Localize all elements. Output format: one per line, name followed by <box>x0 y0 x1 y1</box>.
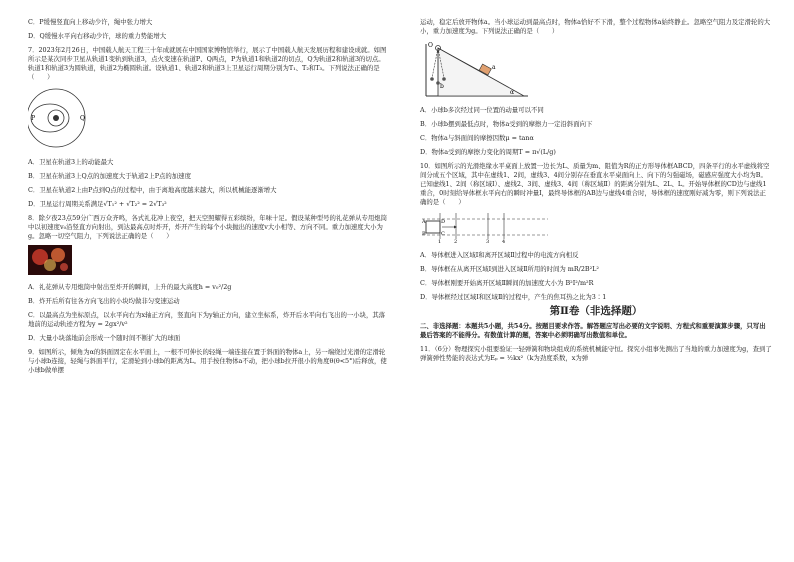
label-alpha: α <box>510 89 515 97</box>
q9-option-a: A．小球b多次经过同一位置的动量可以不同 <box>420 106 544 115</box>
q11-stem: 11．（6分）物理探究小组要验证一轻弹簧和物块组成的系统机械能守恒。探究小组事先测出了当地的重力加速度为g，查到了弹簧弹性势能的表达式为Eₚ = ½kx²（k为劲度系数，x为弹 <box>420 344 772 362</box>
label-b: b <box>440 83 444 91</box>
q8-option-d: D．大量小块落地前会形成一个随时间不断扩大的球面 <box>28 334 181 343</box>
part2-title: 第Ⅱ卷（非选择题） <box>549 305 643 318</box>
label-a: a <box>492 64 496 72</box>
q6-option-c: C．P缓慢竖直向上移动少许，绳中张力增大 <box>28 18 153 26</box>
q7-option-c: C．卫星在轨道2上由P点到Q点的过程中，由于离地高度越来越大，所以机械能逐渐增大 <box>28 186 277 195</box>
q8-option-c: C．以最高点为坐标原点，以水平向右为x轴正方向，竖直向下为y轴正方向，建立坐标系，炸开后水平向右飞出的一小块，其落地前的运动轨迹方程为y = 2gx²/v² <box>28 311 386 329</box>
q10-option-a: A．导体框进入区域Ⅰ和离开区域Ⅱ过程中的电流方向相反 <box>420 251 579 260</box>
q7-option-b: B．卫星在轨道3上Q点的加速度大于轨道2上P点的加速度 <box>28 172 191 181</box>
label-a: A <box>422 219 426 226</box>
q7-option-a: A．卫星在轨道3上的动能最大 <box>28 158 114 167</box>
right-column <box>420 18 772 367</box>
label-d: D <box>441 219 446 226</box>
magnetic-field-diagram <box>420 211 550 243</box>
line-label-4: 4 <box>502 239 506 244</box>
q9-option-c: C．物体a与斜面间的摩擦因数μ = tanα <box>420 134 534 143</box>
label-b: B <box>422 231 426 238</box>
part2-intro: 二、非选择题：本题共5小题，共54分。按题目要求作答。解答题应写出必要的文字说明、方程式和重要演算步骤，只写出最后答案的不能得分。有数值计算的题，答案中必须明确写出数值和单位。 <box>420 322 766 340</box>
q8-option-b: B．炸开后所有往各方向飞出的小块均做非匀变速运动 <box>28 297 180 306</box>
q6-option-d: D．Q缓慢水平向右移动少许，球的重力势能增大 <box>28 32 167 40</box>
q9-option-d: D．物体a受到的摩擦力变化的周期T = π√(L/g) <box>420 148 556 157</box>
q8-fireworks-photo <box>28 245 388 277</box>
q10-option-d: D．导体框经过区域Ⅰ和区域Ⅱ的过程中，产生的焦耳热之比为3∶1 <box>420 293 607 302</box>
q10-option-c: C．导体框刚要开始离开区域Ⅱ瞬间的加速度大小为 B²I²/m²R <box>420 279 594 288</box>
q9-incline-figure <box>420 40 772 100</box>
q7-stem: 7．2023年2月26日，中国载人航天工程三十年成就展在中国国家博物馆举行，展示了中国载人航天发展历程和建设成就。如图所示是某次同步卫星从轨道1变轨到轨道3，点火变速在轨道P、Q两点，P为轨道1和轨道2的切点，Q为轨道2和轨道3的切点。轨道1和轨道3为圆轨道，轨道2为椭圆轨道。设轨道1、轨道2和轨道3上卫星运行周期分别为T₁、T₂和T₃。下列说法正确的是（ ） <box>28 46 387 81</box>
fireworks-image <box>28 245 72 275</box>
q10-stem: 10．如图所示的光滑绝缘水平桌面上放置一边长为L、质量为m、阻值为R的正方形导体框ABCD，四条平行的水平虚线将空间分成五个区域，其中在虚线1、2间，虚线3、4间分别存在垂直水平桌面向上、向下的匀强磁场，磁感应强度大小均为B。已知虚线1、2间（称区域Ⅰ）、虚线2、3间、虚线3、4间（称区域Ⅱ）的距离分别为L、2L、L。开始导体框的CD边与虚线1重合，0时刻给导体框水平向右的瞬时冲量I，最终导体框的AB边与虚线4重合时，导体框的速度刚好减为零，则下列说法正确的是（ ） <box>420 162 770 207</box>
line-label-1: 1 <box>438 239 442 244</box>
orbit-diagram <box>28 86 92 150</box>
q9-continued: 运动，稳定后放开物体a。当小球运动到最高点时，物体a恰好不下滑，整个过程物体a始终静止。忽略空气阻力及定滑轮的大小，重力加速度为g。下列说法正确的是（ ） <box>420 18 771 35</box>
incline-pendulum-diagram <box>420 40 530 98</box>
q10-field-figure <box>420 211 772 245</box>
left-column <box>28 18 388 380</box>
q10-option-b: B．导体框在从离开区域Ⅰ到进入区域Ⅱ所用的时间为 mR/2B²L² <box>420 265 599 274</box>
q7-orbit-figure <box>28 86 388 152</box>
label-q: Q <box>80 115 85 123</box>
q9-stem: 9．如图所示，倾角为α的斜面固定在水平面上，一根不可伸长的轻绳一端连接在置于斜面的物体a上，另一端绕过光滑的定滑轮与小球b连接，轻绳与斜面平行，定滑轮到小球b的距离为L。用手按住物体a不动，把小球b拉开很小的角度θ(θ<5°)后释放，使小球b做单摆 <box>28 348 387 375</box>
q8-option-a: A．礼花弹从专用炮筒中射出至炸开的瞬间，上升的最大高度h = v₀²/2g <box>28 283 232 292</box>
label-p: P <box>31 115 36 123</box>
label-o: O <box>428 42 433 50</box>
q9-option-b: B．小球b摆到最低点时，物体a受到的摩擦力一定沿斜面向下 <box>420 120 593 129</box>
q8-stem: 8．除夕夜23点59分广西万众齐鸣，各式礼花冲上夜空，把天空照耀得五彩缤纷，年味十足。假设某种型号的礼花弹从专用炮筒中以初速度v₀沿竖直方向射出，到达最高点时炸开，炸开产生的每个小块抛出的速度v大小相等、方向不同。重力加速度大小为g。忽略一切空气阻力，下列说法正确的是（ ） <box>28 214 388 241</box>
q7-option-d: D．卫星运行周期关系满足√T₁² + √T₂² = 2√T₃² <box>28 200 167 209</box>
label-c: C <box>441 231 445 238</box>
line-label-2: 2 <box>454 239 458 244</box>
line-label-3: 3 <box>486 239 490 244</box>
